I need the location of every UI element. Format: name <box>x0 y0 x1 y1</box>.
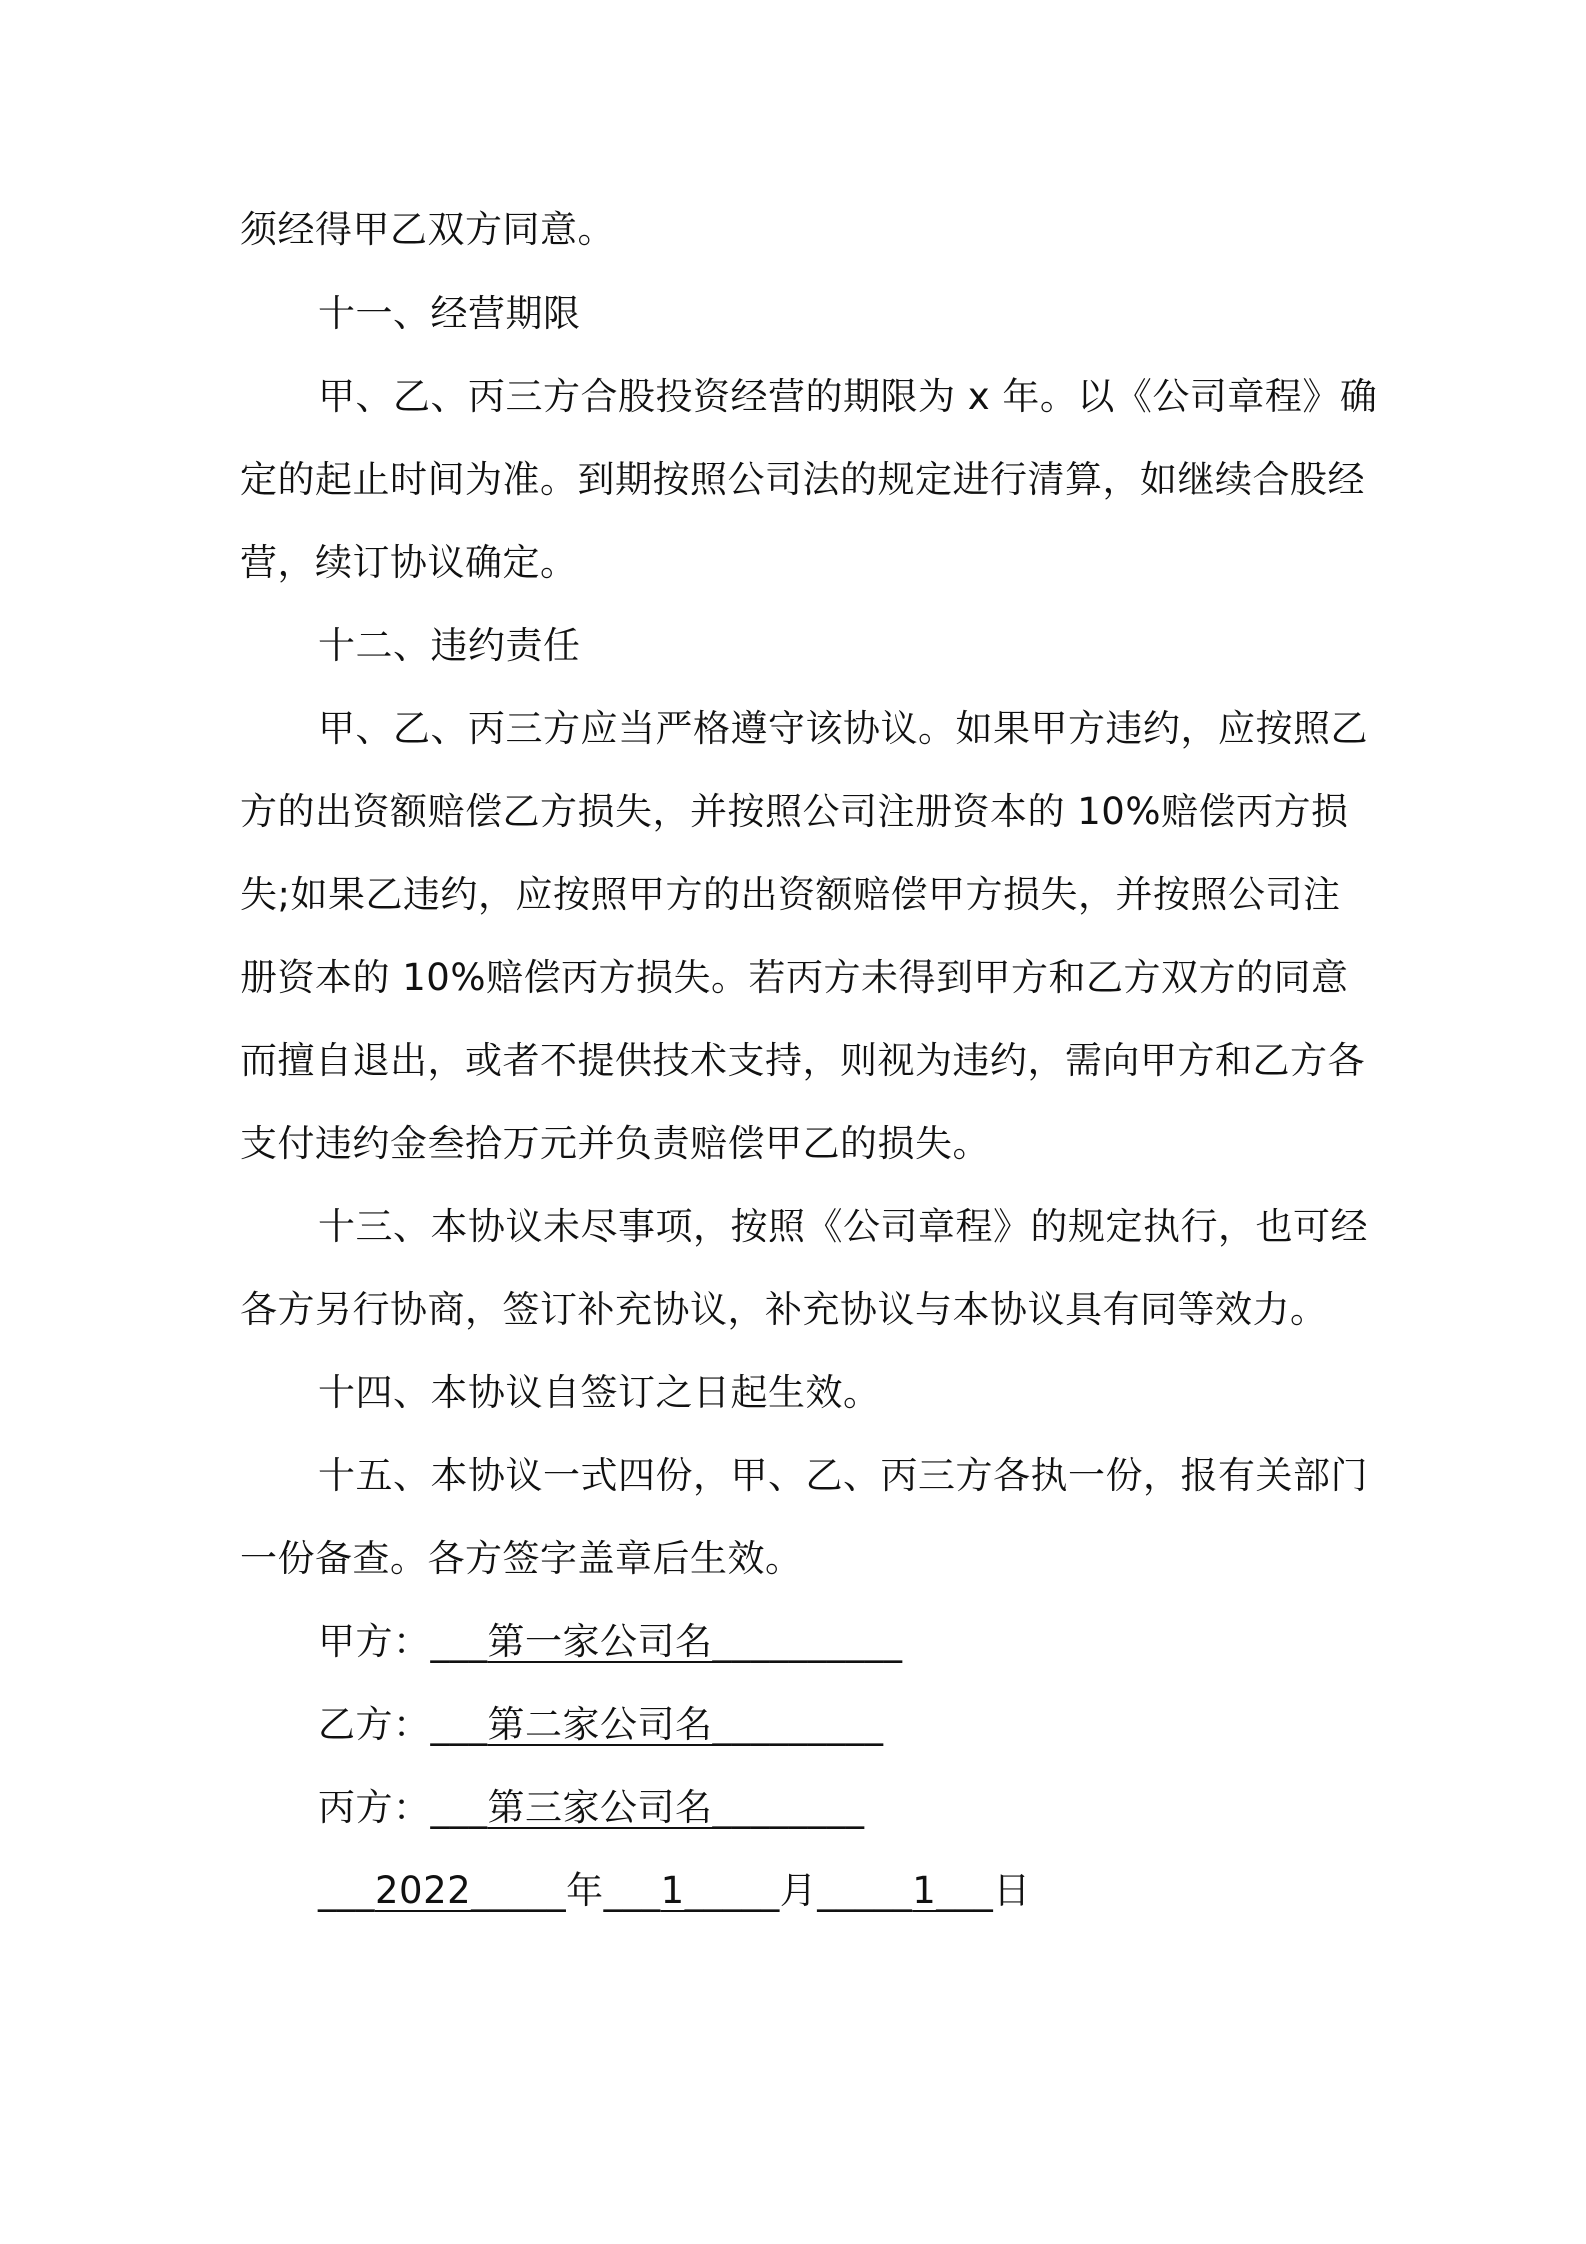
paragraph-line: 定的起止时间为准。到期按照公司法的规定进行清算，如继续合股经 <box>240 458 1365 501</box>
paragraph-line: 十四、本协议自签订之日起生效。 <box>318 1371 881 1414</box>
paragraph-line: 须经得甲乙双方同意。 <box>240 208 615 251</box>
paragraph-line: 各方另行协商，签订补充协议，补充协议与本协议具有同等效力。 <box>240 1288 1328 1331</box>
paragraph-line: 营，续订协议确定。 <box>240 541 578 584</box>
signing-date <box>318 1867 1031 1915</box>
blank-underline: _____ <box>684 1869 780 1912</box>
section-heading-term: 十一、经营期限 <box>318 292 581 335</box>
date-day: 1 <box>912 1869 937 1912</box>
date-month: 1 <box>660 1869 685 1912</box>
blank-underline: ___ <box>430 1703 488 1746</box>
blank-underline: __________ <box>712 1620 903 1663</box>
party-c-label: 丙方： <box>318 1786 431 1829</box>
blank-underline: ___ <box>430 1620 488 1663</box>
section-heading-liability: 十二、违约责任 <box>318 624 581 667</box>
paragraph-line: 支付违约金叁拾万元并负责赔偿甲乙的损失。 <box>240 1122 990 1165</box>
signature-party-a <box>318 1618 903 1666</box>
party-b-company-name: 第二家公司名 <box>487 1703 713 1746</box>
party-c-company-name: 第三家公司名 <box>487 1786 713 1829</box>
day-label: 日 <box>993 1869 1031 1912</box>
year-label: 年 <box>566 1869 604 1912</box>
paragraph-line: 册资本的 10%赔偿丙方损失。若丙方未得到甲方和乙方双方的同意 <box>240 956 1349 999</box>
paragraph-line: 甲、乙、丙三方应当严格遵守该协议。如果甲方违约，应按照乙 <box>318 707 1368 750</box>
blank-underline: ___ <box>430 1786 488 1829</box>
date-year: 2022 <box>375 1869 472 1912</box>
blank-underline: ___ <box>936 1869 994 1912</box>
paragraph-line: 方的出资额赔偿乙方损失，并按照公司注册资本的 10%赔偿丙方损 <box>240 790 1349 833</box>
blank-underline: _________ <box>712 1703 884 1746</box>
month-label: 月 <box>779 1869 818 1912</box>
party-a-label: 甲方： <box>318 1620 431 1663</box>
party-b-label: 乙方： <box>318 1703 431 1746</box>
blank-underline: _____ <box>817 1869 913 1912</box>
paragraph-line: 一份备查。各方签字盖章后生效。 <box>240 1537 803 1580</box>
paragraph-line: 而擅自退出，或者不提供技术支持，则视为违约，需向甲方和乙方各 <box>240 1039 1365 1082</box>
blank-underline: ________ <box>712 1786 865 1829</box>
party-a-company-name: 第一家公司名 <box>487 1620 713 1663</box>
blank-underline: _____ <box>471 1869 567 1912</box>
paragraph-line: 十五、本协议一式四份，甲、乙、丙三方各执一份，报有关部门 <box>318 1454 1368 1497</box>
blank-underline: ___ <box>318 1869 375 1912</box>
paragraph-line: 甲、乙、丙三方合股投资经营的期限为 x 年。以《公司章程》确 <box>318 375 1378 418</box>
signature-party-b <box>318 1701 884 1749</box>
paragraph-line: 失;如果乙违约，应按照甲方的出资额赔偿甲方损失，并按照公司注 <box>240 873 1341 916</box>
signature-party-c <box>318 1784 865 1832</box>
blank-underline: ___ <box>603 1869 661 1912</box>
paragraph-line: 十三、本协议未尽事项，按照《公司章程》的规定执行，也可经 <box>318 1205 1368 1248</box>
